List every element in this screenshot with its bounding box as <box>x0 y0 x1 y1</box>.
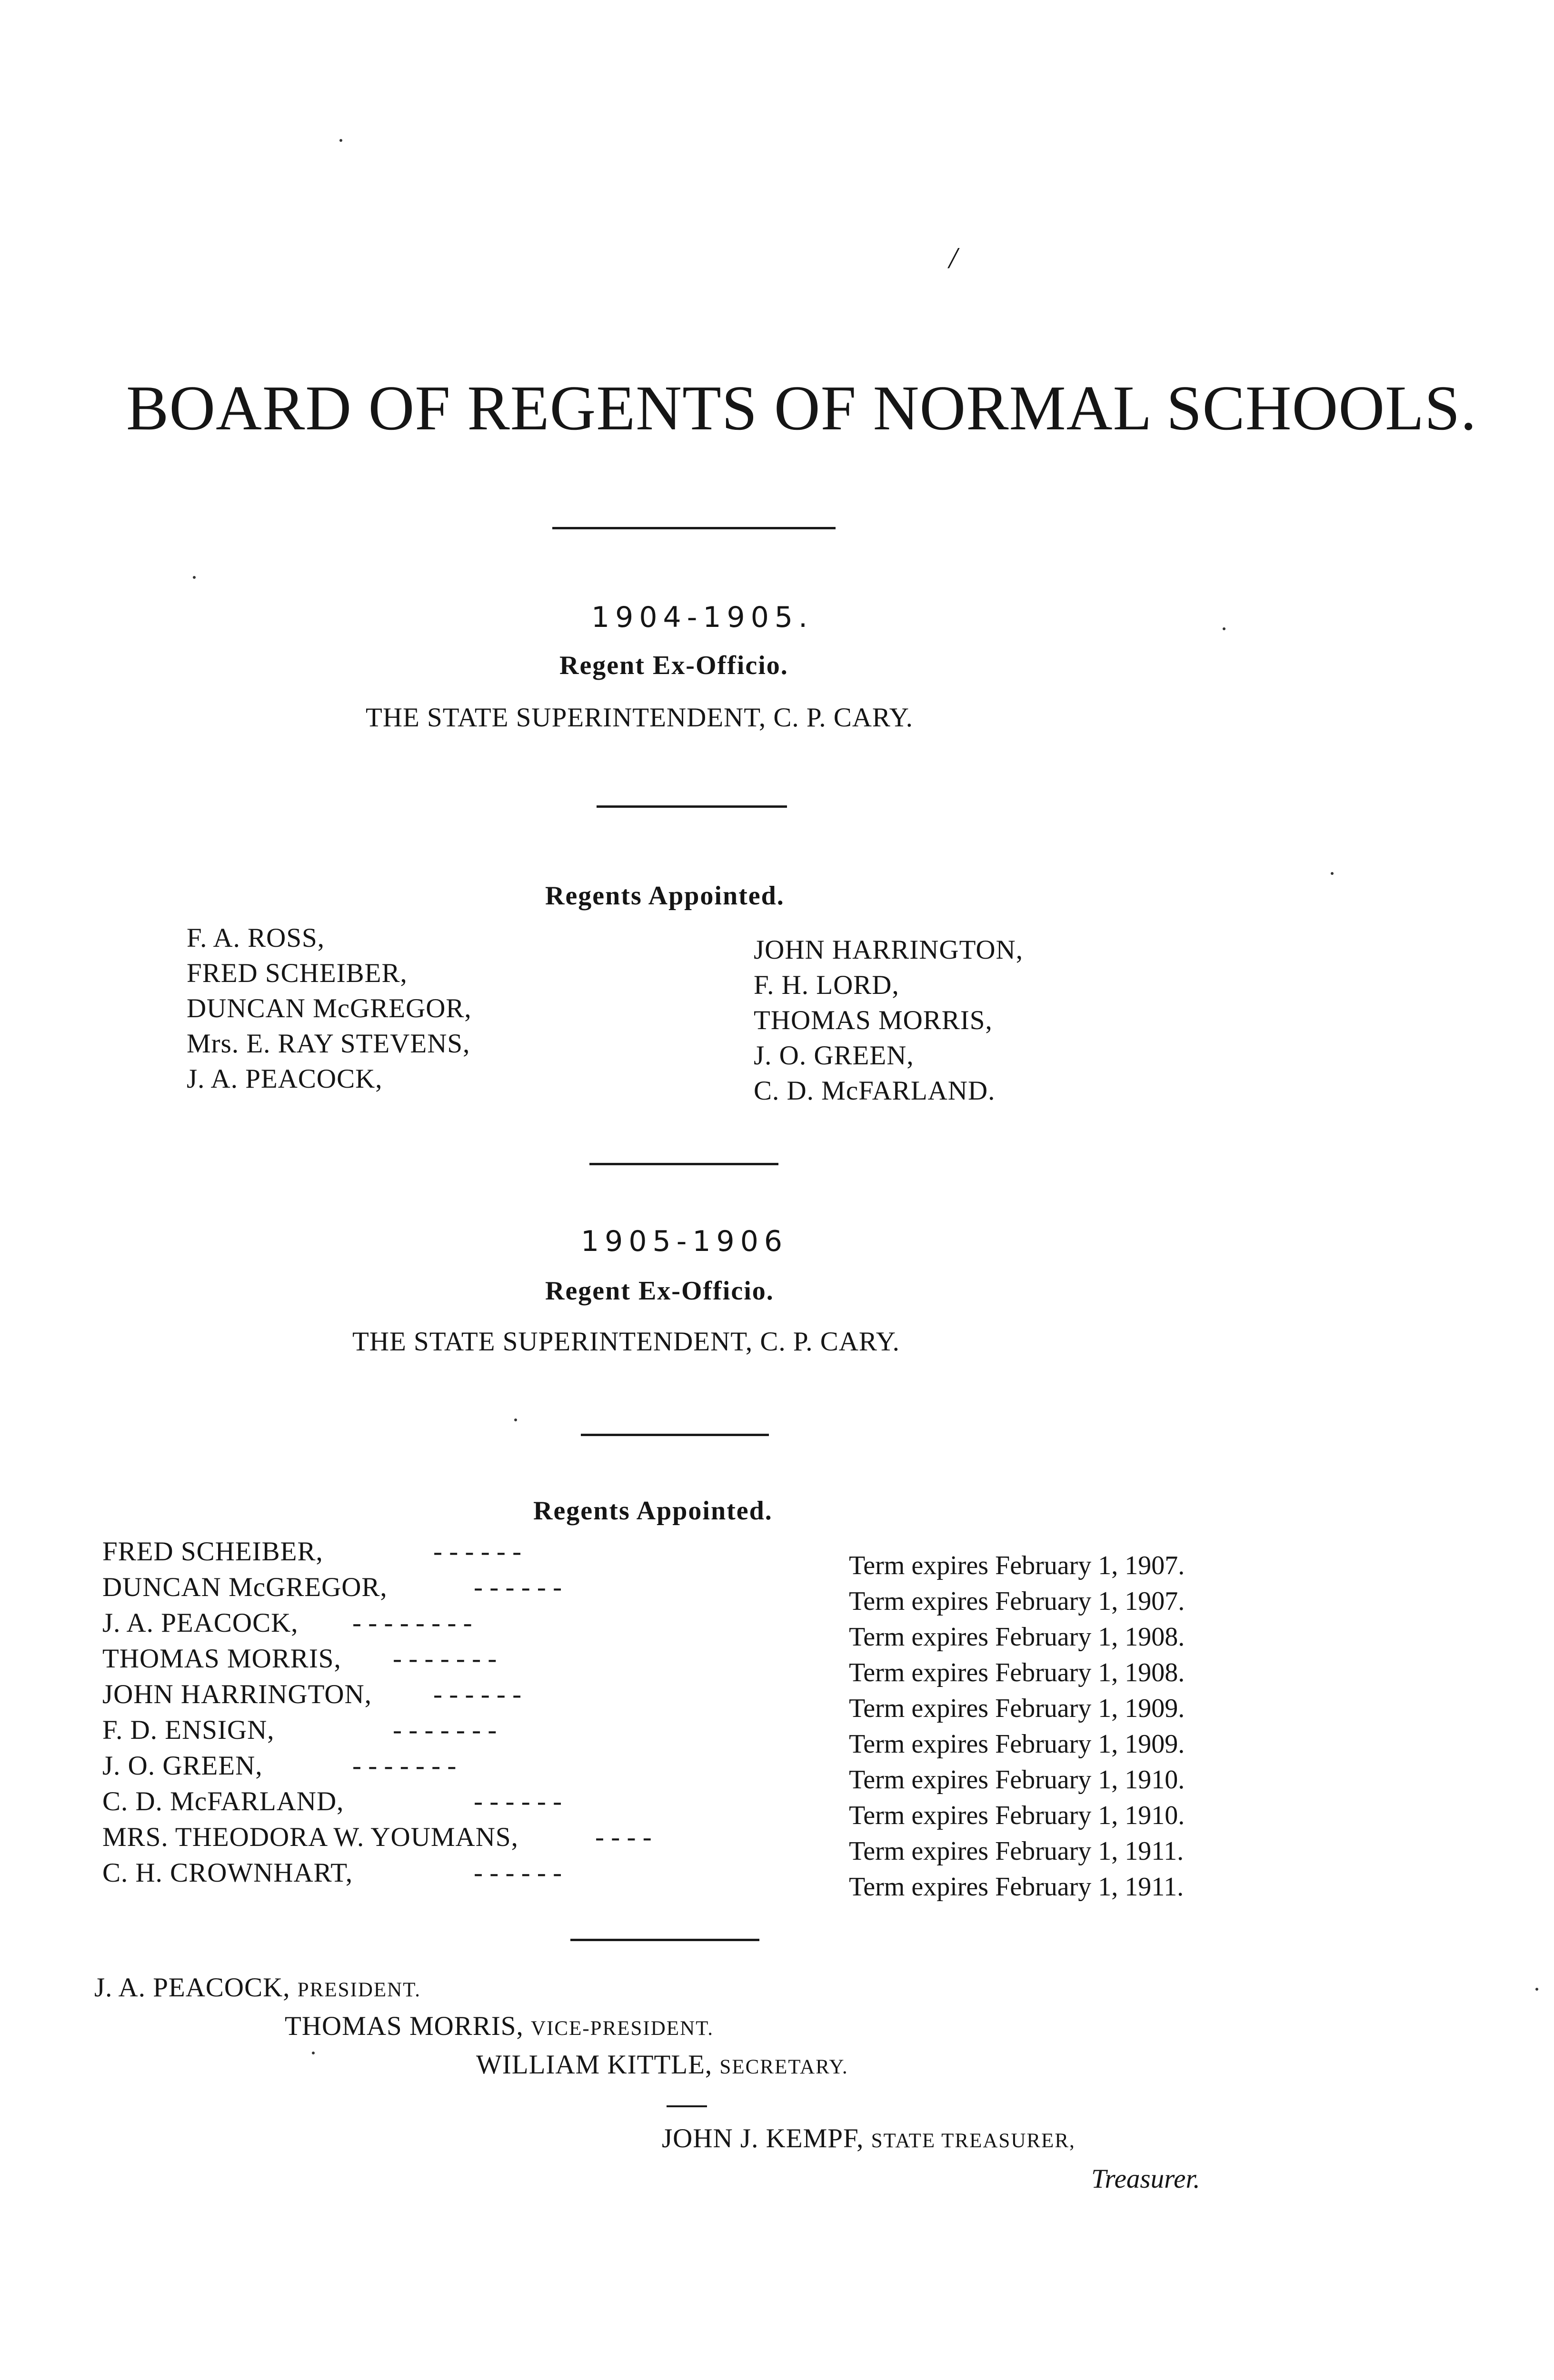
page-mark: / <box>949 241 957 275</box>
ex-officio-heading: Regent Ex-Officio. <box>545 1276 774 1306</box>
term-expiry: Term expires February 1, 1910. <box>849 1801 1185 1830</box>
regent-name: F. D. ENSIGN, <box>102 1715 275 1745</box>
dash-leader: - - - - - - <box>474 1786 562 1816</box>
dash-leader: - - - - - - - <box>352 1751 457 1781</box>
divider <box>552 527 836 529</box>
officer-title: PRESIDENT. <box>297 1979 421 2001</box>
scan-speck <box>339 139 342 142</box>
divider <box>667 2105 707 2107</box>
appointed-heading: Regents Appointed. <box>533 1496 773 1526</box>
regent-name: C. D. McFARLAND. <box>754 1076 996 1106</box>
ex-officio-regent: THE STATE SUPERINTENDENT, C. P. CARY. <box>366 703 913 733</box>
regent-name: JOHN HARRINGTON, <box>102 1679 372 1709</box>
term-expiry: Term expires February 1, 1911. <box>849 1836 1184 1866</box>
officer-name: J. A. PEACOCK, <box>94 1973 298 2003</box>
regent-name: J. A. PEACOCK, <box>187 1064 383 1094</box>
scan-speck <box>1223 627 1225 630</box>
regent-name: F. H. LORD, <box>754 970 899 1000</box>
vice-president <box>285 2011 714 2042</box>
ex-officio-regent: THE STATE SUPERINTENDENT, C. P. CARY. <box>352 1327 900 1357</box>
dash-leader: - - - - - - - <box>393 1715 497 1745</box>
regent-name: Mrs. E. RAY STEVENS, <box>187 1029 470 1059</box>
regent-name: THOMAS MORRIS, <box>754 1005 993 1035</box>
scan-speck <box>193 576 196 579</box>
term-expiry: Term expires February 1, 1911. <box>849 1872 1184 1902</box>
term-expiry: Term expires February 1, 1908. <box>849 1658 1185 1687</box>
term-expiry: Term expires February 1, 1908. <box>849 1622 1185 1652</box>
dash-leader: - - - - - - - <box>393 1644 497 1674</box>
divider <box>589 1163 778 1165</box>
officer-title: SECRETARY. <box>719 2056 848 2078</box>
scan-speck <box>1535 1988 1538 1991</box>
regent-name: THOMAS MORRIS, <box>102 1644 341 1674</box>
regent-name: C. H. CROWNHART, <box>102 1858 353 1888</box>
officer-title: VICE-PRESIDENT. <box>531 2017 714 2040</box>
page-title: BOARD OF REGENTS OF NORMAL SCHOOLS. <box>126 373 1477 443</box>
scan-speck <box>514 1418 517 1421</box>
regent-name: J. A. PEACOCK, <box>102 1608 299 1638</box>
regent-name: DUNCAN McGREGOR, <box>187 993 472 1023</box>
regent-name: FRED SCHEIBER, <box>102 1537 323 1567</box>
officer-name: THOMAS MORRIS, <box>285 2011 531 2041</box>
treasurer-role: Treasurer. <box>1091 2164 1200 2194</box>
term-expiry: Term expires February 1, 1907. <box>849 1587 1185 1616</box>
officer-name: JOHN J. KEMPF, <box>662 2123 871 2153</box>
section-year: 1904-1905. <box>591 601 814 634</box>
divider <box>570 1939 759 1941</box>
president <box>94 1972 421 2003</box>
section-year: 1905-1906 <box>581 1225 788 1258</box>
term-expiry: Term expires February 1, 1909. <box>849 1729 1185 1759</box>
regent-name: MRS. THEODORA W. YOUMANS, <box>102 1822 518 1852</box>
term-expiry: Term expires February 1, 1910. <box>849 1765 1185 1795</box>
regent-name: F. A. ROSS, <box>187 923 325 953</box>
scan-speck <box>1331 872 1334 875</box>
officer-title: STATE TREASURER, <box>871 2130 1076 2152</box>
term-expiry: Term expires February 1, 1909. <box>849 1694 1185 1723</box>
regent-name: JOHN HARRINGTON, <box>754 935 1023 965</box>
regent-name: FRED SCHEIBER, <box>187 958 408 988</box>
ex-officio-heading: Regent Ex-Officio. <box>559 651 788 680</box>
appointed-heading: Regents Appointed. <box>545 881 785 911</box>
dash-leader: - - - - <box>595 1822 652 1852</box>
officer-name: WILLIAM KITTLE, <box>476 2050 720 2080</box>
secretary <box>476 2049 848 2080</box>
regent-name: C. D. McFARLAND, <box>102 1786 344 1816</box>
regent-name: J. O. GREEN, <box>102 1751 263 1781</box>
dash-leader: - - - - - - <box>474 1572 562 1602</box>
dash-leader: - - - - - - <box>433 1537 522 1567</box>
term-expiry: Term expires February 1, 1907. <box>849 1551 1185 1580</box>
divider <box>581 1434 769 1436</box>
regent-name: DUNCAN McGREGOR, <box>102 1572 388 1602</box>
treasurer <box>662 2123 1076 2154</box>
dash-leader: - - - - - - - - <box>352 1608 472 1638</box>
regent-name: J. O. GREEN, <box>754 1041 914 1071</box>
scan-speck <box>312 2052 315 2054</box>
dash-leader: - - - - - - <box>433 1679 522 1709</box>
dash-leader: - - - - - - <box>474 1858 562 1888</box>
divider <box>597 805 787 808</box>
